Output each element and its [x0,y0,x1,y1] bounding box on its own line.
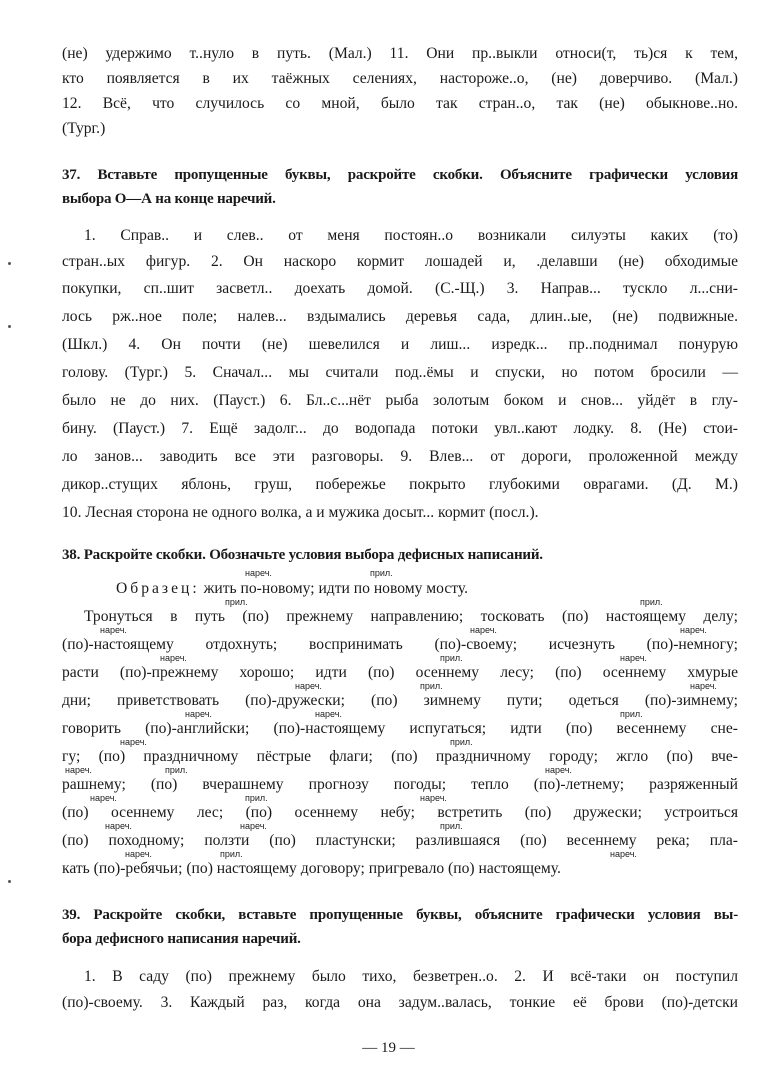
text-line: (Тург.) [62,120,106,137]
annotation-label: нареч. [545,765,572,775]
sample-text: жить по-новому; идти по новому мосту. [203,580,469,597]
annotation-label: нареч. [240,821,267,831]
text-line: (по)-своему. 3. Каждый раз, когда она задум..валась, тонкие её брови (по)-детски [62,994,738,1011]
text-line: (по) осеннему лес; (по) осеннему небу; встретить (по) дружески; устроиться [62,804,738,821]
margin-mark [8,262,11,265]
text-line: 12. Всё, что случилось со мной, было так стран..о, так (не) обыкнове..но. [62,95,738,112]
annotation-label: прил. [165,765,188,775]
annotation-label: прил. [440,821,463,831]
annotation-label: прил. [440,653,463,663]
annotation-label: нареч. [185,709,212,719]
annotation-label: нареч. [65,765,92,775]
annotation-label: нареч. [120,737,147,747]
text-line: кать (по)-ребячьи; (по) настоящему договору; пригревало (по) настоящему. [62,860,561,877]
annotation-label: нареч. [690,681,717,691]
exercise-37-heading: выбора О—А на конце наречий. [62,191,276,207]
annotation-label: прил. [220,849,243,859]
text-line: бину. (Пауст.) 7. Ещё задолг... до водопада потоки увл..кают лодку. 8. (Не) стои- [62,420,738,437]
exercise-38-heading: 38. Раскройте скобки. Обозначьте условия выбора дефисных написаний. [62,547,543,563]
text-line: (не) удержимо т..нуло в путь. (Мал.) 11. Они пр..выкли относи(т, ть)ся к тем, [62,45,738,62]
annotation-label: нареч. [610,849,637,859]
annotation-label: прил. [225,597,248,607]
exercise-37-heading: 37. Вставьте пропущенные буквы, раскройте скобки. Объясните графически условия [62,167,738,183]
text-line: дни; приветствовать (по)-дружески; (по) зимнему пути; одеться (по)-зимнему; [62,692,738,709]
text-line: рашнему; (по) вчерашнему прогнозу погоды; тепло (по)-летнему; разряженный [62,776,738,793]
text-line: 10. Лесная сторона не одного волка, а и мужика досыт... кормит (посл.). [62,504,539,521]
annotation-label: нареч. [620,653,647,663]
text-line: (по) походному; ползти (по) пластунски; разлившаяся (по) весеннему река; пла- [62,832,738,849]
text-line: (Шкл.) 4. Он почти (не) шевелился и лиш... изредк... пр..поднимал понурую [62,336,738,353]
annotation-label: прил. [620,709,643,719]
text-line: Тронуться в путь (по) прежнему направлению; тосковать (по) настоящему делу; [84,608,738,625]
annotation-label: нареч. [470,625,497,635]
sample-label: Образец: [116,580,200,597]
annotation-label: прил. [245,793,268,803]
page-number: — 19 — [362,1040,415,1056]
exercise-39-heading: 39. Раскройте скобки, вставьте пропущенные буквы, объясните графически условия вы- [62,907,738,923]
text-line: голову. (Тург.) 5. Сначал... мы считали под..ёмы и спуски, но потом бросили — [62,364,738,381]
text-line: 1. В саду (по) прежнему было тихо, безветрен..о. 2. И всё-таки он поступил [84,968,738,985]
text-line: 1. Справ.. и слев.. от меня постоян..о возникали силуэты каких (то) [84,227,738,244]
text-line: лось рж..ное поле; налев... вздымались деревья сада, длин..ые, (не) подвижные. [62,308,738,325]
annotation-label: нареч. [125,849,152,859]
annotation-label: прил. [420,681,443,691]
margin-mark [8,325,11,328]
text-line: расти (по)-прежнему хорошо; идти (по) осеннему лесу; (по) осеннему хмурые [62,664,738,681]
text-line: (по)-настоящему отдохнуть; воспринимать (по)-своему; исчезнуть (по)-немногу; [62,636,738,653]
text-line: кто появляется в их таёжных селениях, настороже..о, (не) доверчиво. (Мал.) [62,70,738,87]
text-line: было не до них. (Пауст.) 6. Бл..с...нёт рыба золотым боком и снов... уйдёт в глу- [62,392,738,409]
text-line: стран..ых фигур. 2. Он наскоро кормит лошадей и, .делавши (не) обходимые [62,253,738,270]
annotation-label: нареч. [680,625,707,635]
text-line: гу; (по) праздничному пёстрые флаги; (по) праздничному городу; жгло (по) вче- [62,748,738,765]
annotation-label: прил. [450,737,473,747]
annotation-label: нареч. [90,793,117,803]
text-line: дикор..стущих яблонь, груш, побережье покрыто глубокими оврагами. (Д. М.) [62,476,738,493]
text-line: ло занов... заводить все эти разговоры. 9. Влев... от дороги, проложенной между [62,448,738,465]
annotation-label: прил. [370,568,393,578]
margin-mark [8,880,11,883]
annotation-label: нареч. [315,709,342,719]
annotation-label: нареч. [245,568,272,578]
annotation-label: нареч. [295,681,322,691]
sample-line [116,580,736,597]
annotation-label: нареч. [420,793,447,803]
annotation-label: нареч. [105,821,132,831]
text-line: покупки, сп..шит засветл.. доехать домой. (С.-Щ.) 3. Направ... тускло л...сни- [62,280,738,297]
exercise-39-heading: бора дефисного написания наречий. [62,931,301,947]
annotation-label: нареч. [160,653,187,663]
annotation-label: нареч. [100,625,127,635]
annotation-label: прил. [640,597,663,607]
text-line: говорить (по)-английски; (по)-настоящему испугаться; идти (по) весеннему сне- [62,720,738,737]
